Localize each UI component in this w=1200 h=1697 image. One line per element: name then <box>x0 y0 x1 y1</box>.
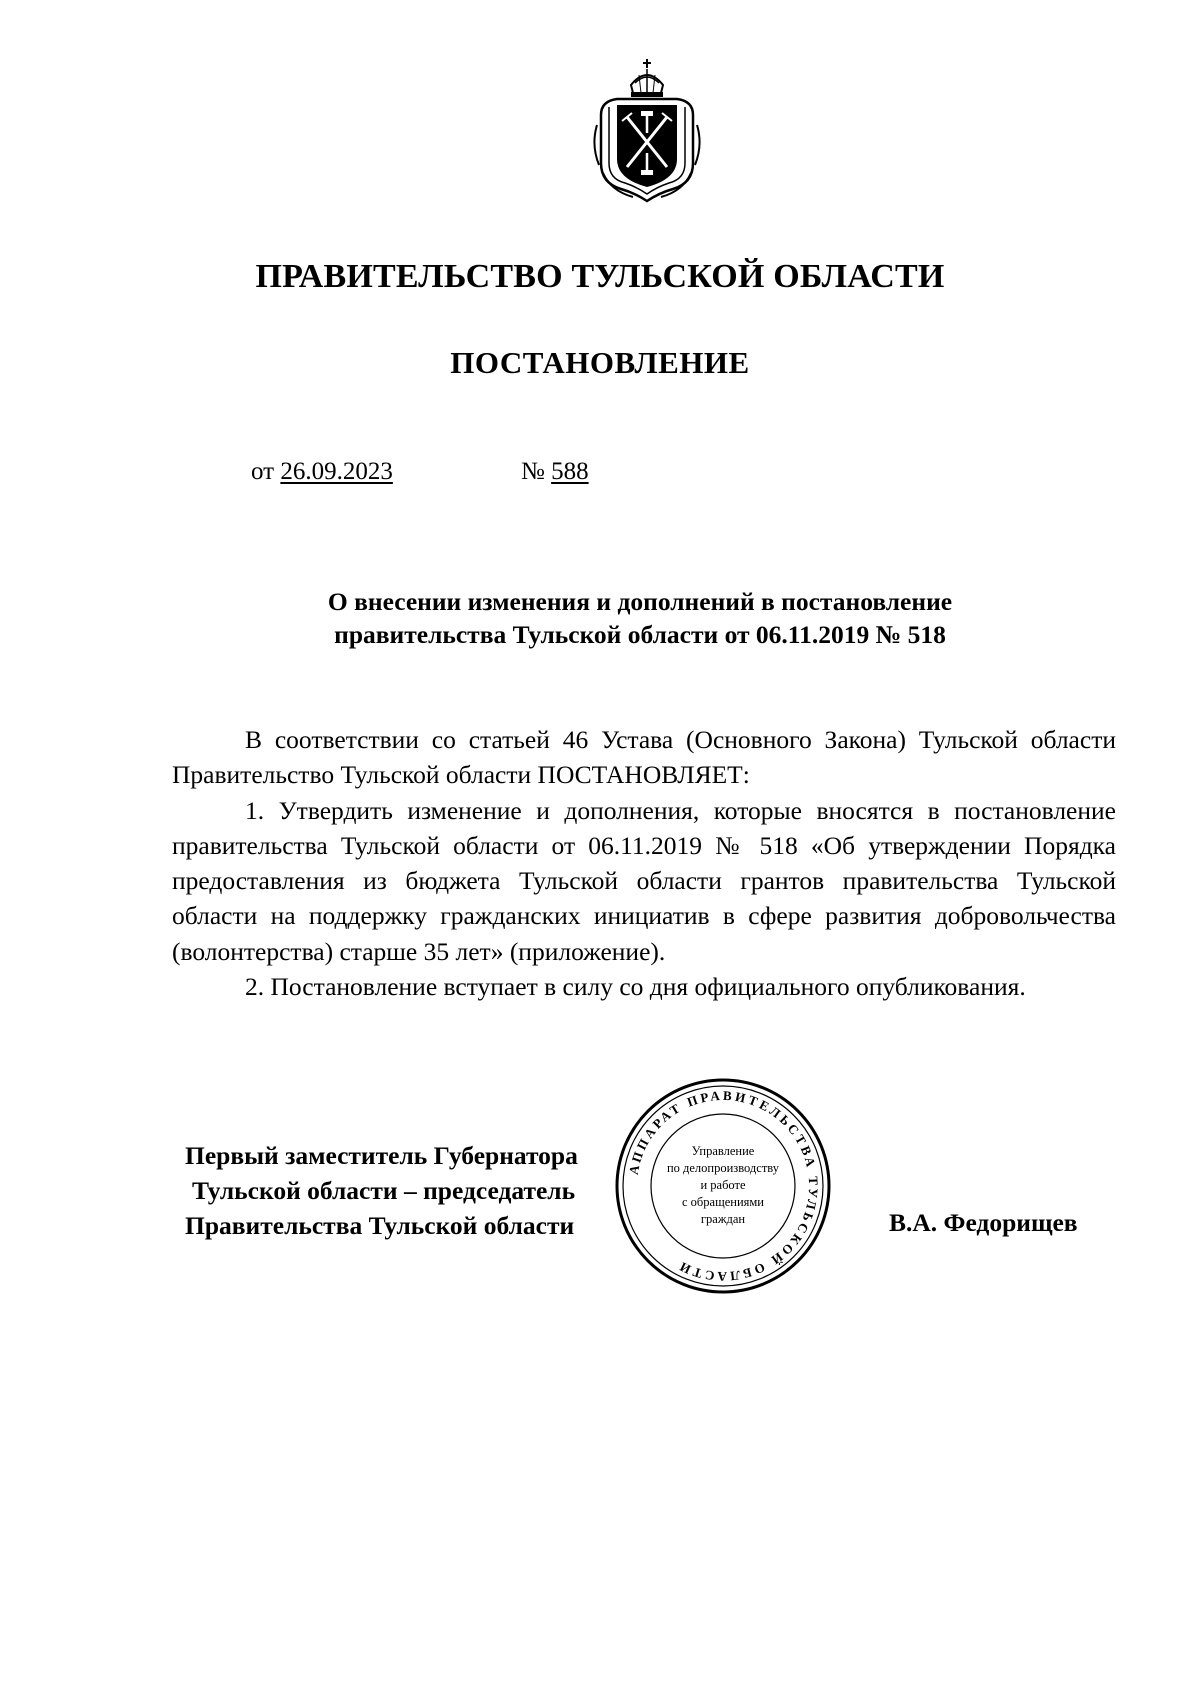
document-type: ПОСТАНОВЛЕНИЕ <box>450 345 750 380</box>
seal-center-line: с обращениями <box>682 1195 764 1209</box>
document-subject <box>240 585 1040 651</box>
document-date <box>251 458 393 486</box>
date-prefix: от <box>251 458 275 485</box>
seal-ring-textpath: АППАРАТ ПРАВИТЕЛЬСТВА ТУЛЬСКОЙ ОБЛАСТИ <box>625 1087 822 1285</box>
document-number <box>521 458 589 486</box>
date-value: 26.09.2023 <box>280 458 393 485</box>
position-line: Правительства Тульской области <box>185 1211 575 1240</box>
subject-line: О внесении изменения и дополнений в постановление <box>327 587 953 616</box>
position-line: Тульской области – председатель <box>192 1176 576 1205</box>
position-line: Первый заместитель Губернатора <box>185 1141 578 1170</box>
item-paragraph-2: 2. Постановление вступает в силу со дня официального опубликования. <box>245 972 1026 1002</box>
item-paragraph-1: 1. Утвердить изменение и дополнения, которые вносятся в постановление правительства Тульской области от 06.11.2019 № 518 «Об утверждении Порядка предоставления из бюджета Тульской области грантов правительства Тульской области на поддержку гражданских инициатив в сфере развития добровольчества (волонтерства) старше 35 лет» (приложение). <box>172 795 1116 966</box>
seal-center-line: граждан <box>700 1212 746 1226</box>
signatory-position <box>185 1138 578 1243</box>
number-value: 588 <box>551 458 589 485</box>
seal-center-line: и работе <box>700 1178 746 1192</box>
subject-line: правительства Тульской области от 06.11.2019 № 518 <box>334 620 946 649</box>
seal-center-line: Управление <box>691 1144 755 1158</box>
organization-title: ПРАВИТЕЛЬСТВО ТУЛЬСКОЙ ОБЛАСТИ <box>255 258 945 295</box>
tula-coat-of-arms-icon <box>587 55 707 205</box>
seal-center-line: по делопроизводству <box>666 1161 780 1175</box>
preamble-paragraph: В соответствии со статьей 46 Устава (Основного Закона) Тульской области Правительство Тульской области ПОСТАНОВЛЯЕТ: <box>172 725 1116 790</box>
document-body <box>172 722 1116 1004</box>
official-seal <box>612 1075 834 1297</box>
signatory-name: В.А. Федорищев <box>889 1208 1078 1237</box>
number-prefix: № <box>521 458 545 485</box>
